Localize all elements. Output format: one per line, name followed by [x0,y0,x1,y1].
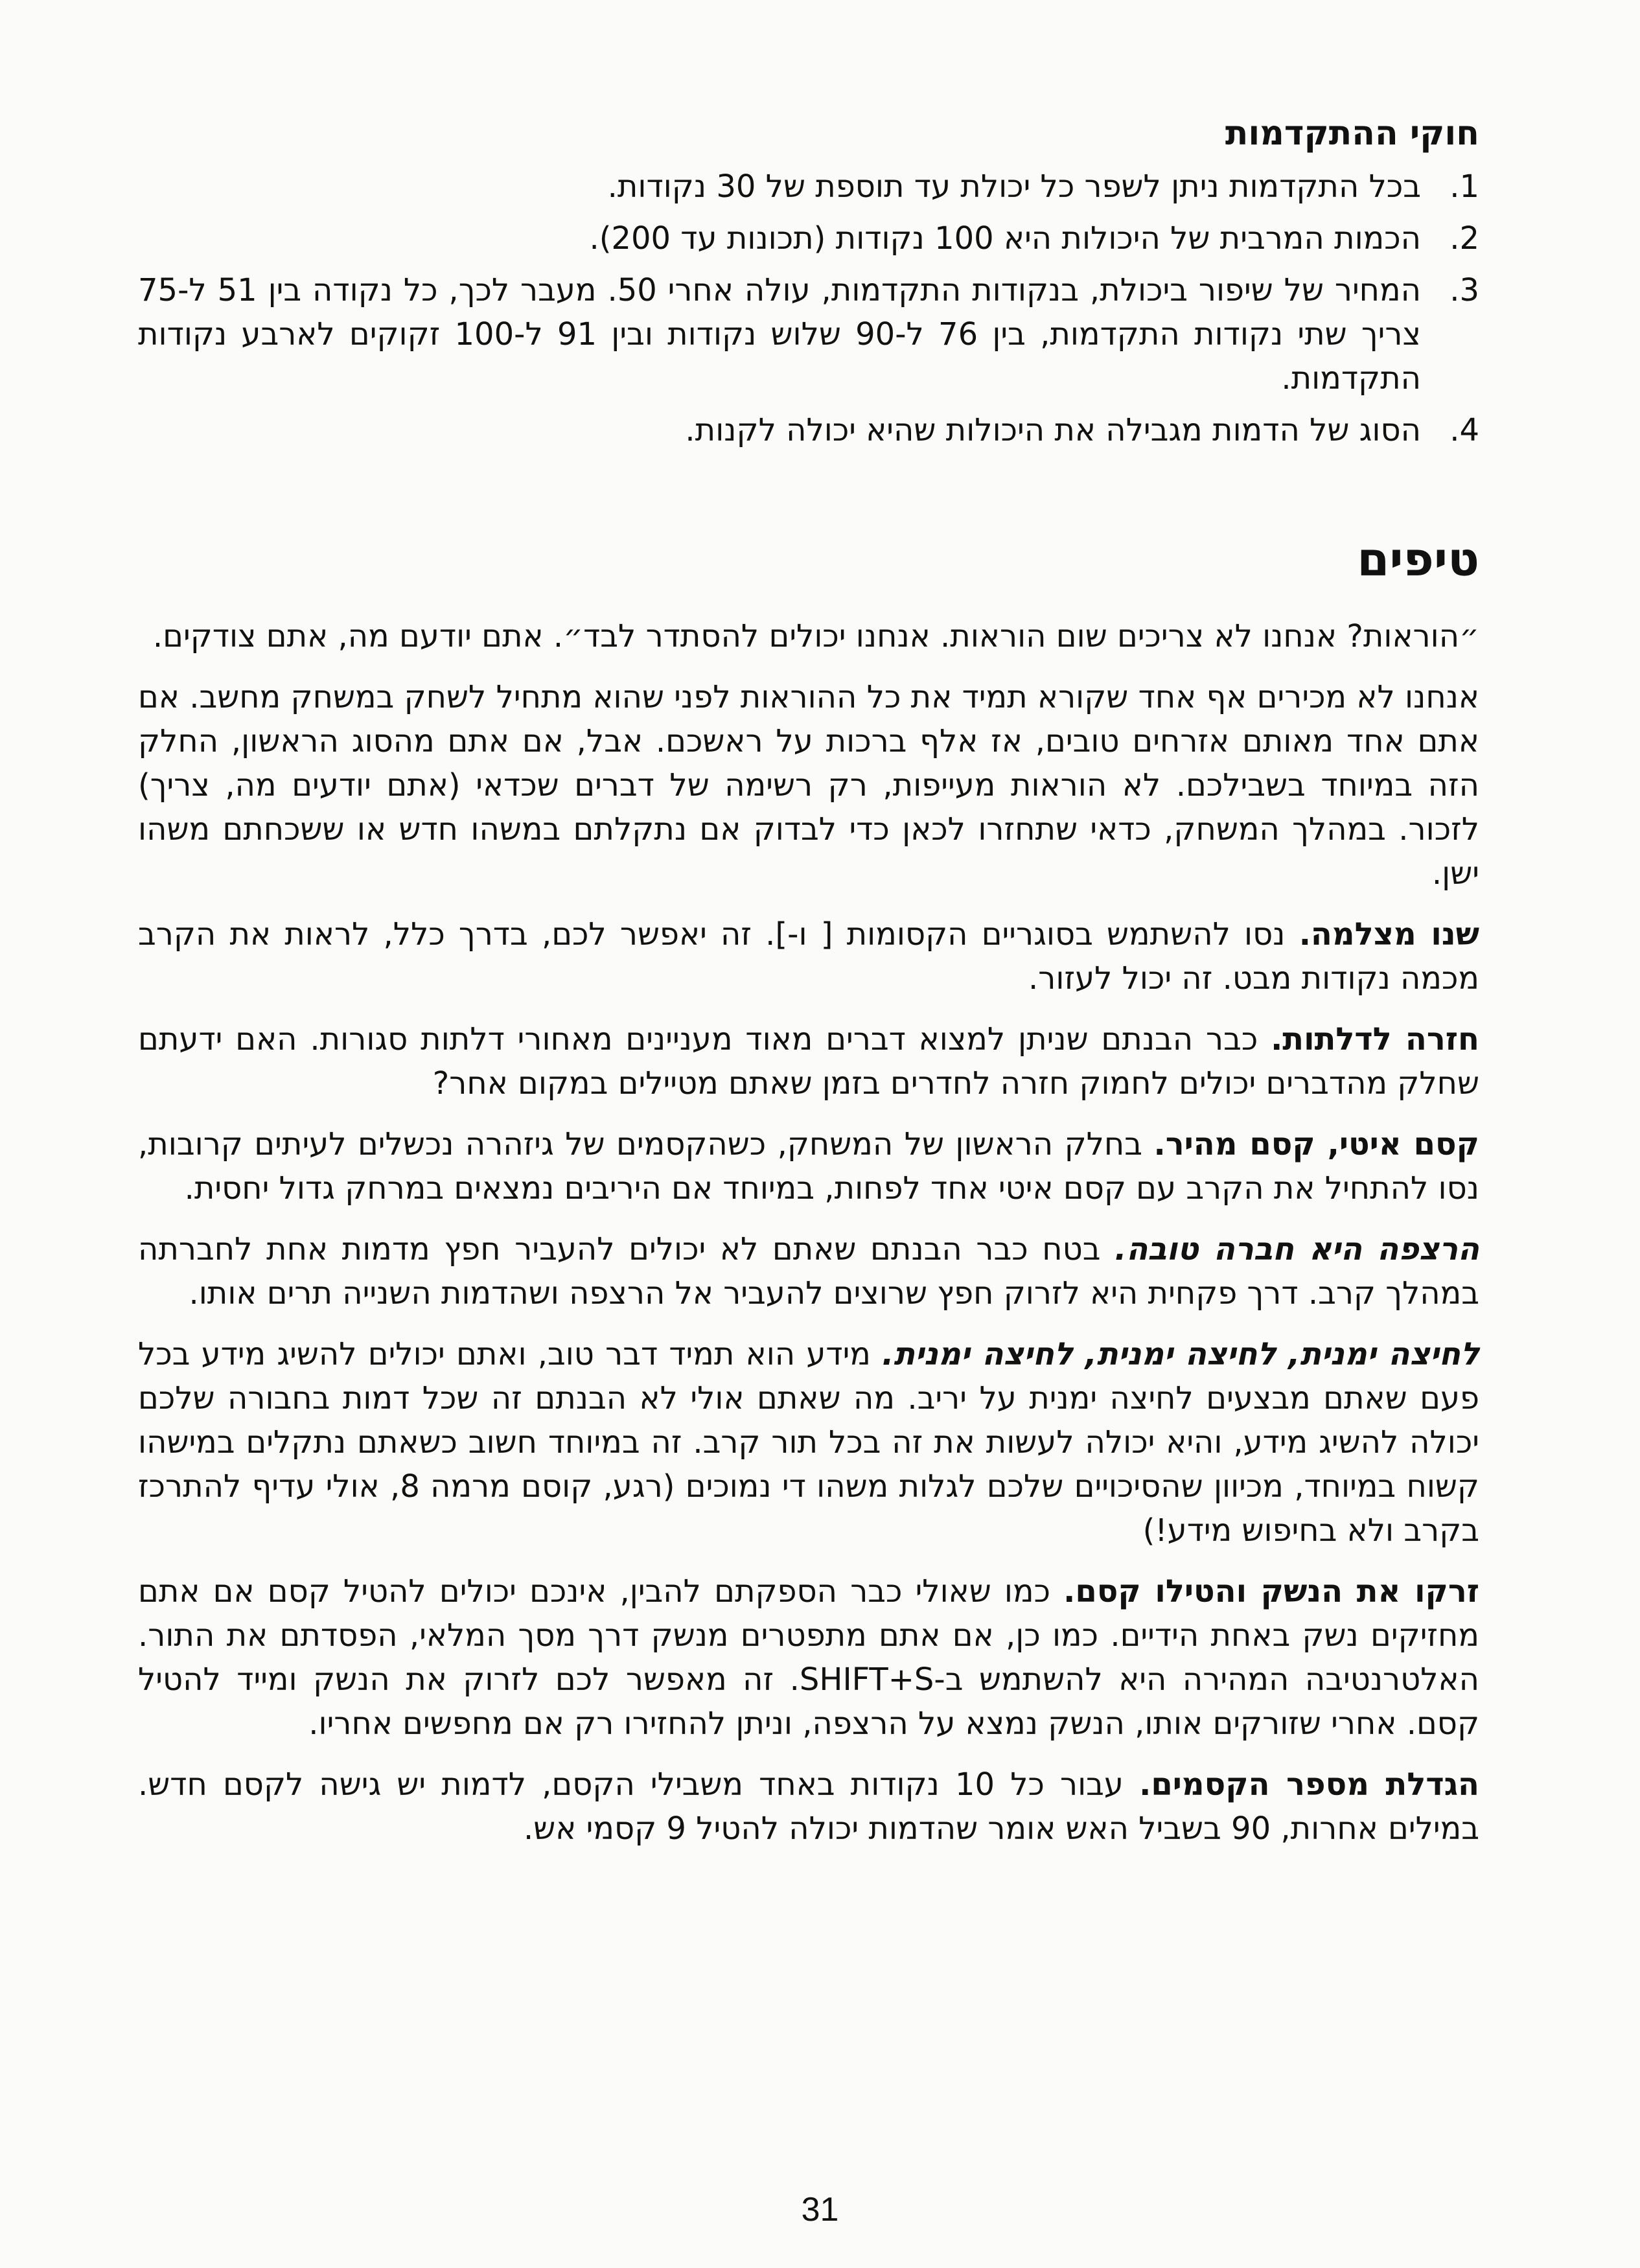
rule-text: בכל התקדמות ניתן לשפר כל יכולת עד תוספת של 30 נקודות. [607,168,1421,205]
tip-paragraph [138,1017,1479,1105]
tips-intro-paragraph: ״הוראות? אנחנו לא צריכים שום הוראות. אנחנו יכולים להסתדר לבד״. אתם יודעם מה, אתם צודקים. [152,618,1479,654]
tip-body: בחלק הראשון של המשחק, כשהקסמים של גיזהרה נכשלים לעיתים קרובות, נסו להתחיל את הקרב עם קסם איטי אחד לפחות, במיוחד אם היריבים נמצאים במרחק גדול יחסית. [138,1126,1479,1207]
page-number: 31 [801,2191,839,2228]
rule-number: 2. [1449,220,1479,257]
tip-body: עבור כל 10 נקודות באחד משבילי הקסם, לדמות יש גישה לקסם חדש. במילים אחרות, 90 בשביל האש אומר שהדמות יכולה להטיל 9 קסמי אש. [138,1766,1479,1847]
tip-paragraph [138,912,1479,1001]
rule-number: 3. [1449,272,1479,308]
tip-paragraph [138,1122,1479,1210]
rule-item [138,216,1479,260]
tip-heading: הגדלת מספר הקסמים. [1139,1766,1479,1803]
tip-heading: קסם איטי, קסם מהיר. [1153,1126,1480,1163]
tips-section-title: טיפים [1357,532,1479,586]
rules-list [138,165,1479,452]
rule-text: הכמות המרבית של היכולות היא 100 נקודות (תכונות עד 200). [589,220,1421,257]
tip-body: כמו שאולי כבר הספקתם להבין, אינכם יכולים להטיל קסם אם אתם מחזיקים נשק באחת הידיים. כמו כן, אם אתם מתפטרים מנשק דרך מסך המלאי, הפסדתם את התור. האלטרנטיבה המהירה היא להשתמש ב-SHIFT+S. זה מאפשר לכם לזרוק את הנשק ומייד להטיל קסם. אחרי שזורקים אותו, הנשק נמצא על הרצפה, וניתן להחזירו רק אם מחפשים אחריו. [138,1573,1480,1742]
tip-heading: זרקו את הנשק והטילו קסם. [1063,1573,1480,1610]
tip-paragraph [138,1332,1479,1553]
rule-number: 4. [1449,412,1479,448]
tip-paragraph [138,1763,1479,1851]
rule-item [138,165,1479,209]
tip-body: כבר הבנתם שניתן למצוא דברים מאוד מעניינים מאחורי דלתות סגורות. האם ידעתם שחלק מהדברים יכולים לחמוק חזרה לחדרים בזמן שאתם מטיילים במקום אחר? [138,1021,1479,1102]
rule-text: המחיר של שיפור ביכולת, בנקודות התקדמות, עולה אחרי 50. מעבר לכך, כל נקודה בין 51 ל-75 צריך שתי נקודות התקדמות, בין 76 ל-90 שלוש נקודות ובין 91 ל-100 זקוקים לארבע נקודות התקדמות. [138,272,1422,397]
tip-paragraph [138,1569,1479,1746]
rule-item [138,268,1479,400]
tip-paragraph [138,1227,1479,1315]
tip-body: נסו להשתמש בסוגריים הקסומות [ ו-]. זה יאפשר לכם, בדרך כלל, לראות את הקרב מכמה נקודות מבט. זה יכול לעזור. [138,916,1479,997]
tip-body: מידע הוא תמיד דבר טוב, ואתם יכולים להשיג מידע בכל פעם שאתם מבצעים לחיצה ימנית על יריב. מה שאתם אולי לא הבנתם זה שכל דמות בחבורה שלכם יכולה להשיג מידע, והיא יכולה לעשות את זה בכל תור קרב. זה במיוחד חשוב כשאתם נתקלים במישהו קשוח במיוחד, מכיוון שהסיכויים שלכם לגלות משהו די נמוכים (רגע, קוסם מרמה 8, אולי עדיף להתרכז בקרב ולא בחיפוש מידע!) [138,1336,1479,1549]
tip-heading: לחיצה ימנית, לחיצה ימנית, לחיצה ימנית. [882,1336,1479,1372]
rules-section-title: חוקי ההתקדמות [1225,114,1479,153]
tip-heading: הרצפה היא חברה טובה. [1115,1231,1479,1267]
page-content [138,110,1479,1868]
tip-heading: חזרה לדלתות. [1271,1021,1480,1058]
rule-text: הסוג של הדמות מגבילה את היכולות שהיא יכולה לקנות. [685,412,1421,448]
rule-item [138,408,1479,452]
tips-intro-paragraph: אנחנו לא מכירים אף אחד שקורא תמיד את כל ההוראות לפני שהוא מתחיל לשחק במשחק מחשב. אם אתם אחד מאותם אזרחים טובים, אז אלף ברכות על ראשכם. אבל, אם אתם מהסוג הראשון, החלק הזה במיוחד בשבילכם. לא הוראות מעייפות, רק רשימה של דברים שכדאי (אתם יודעים מה, צריך) לזכור. במהלך המשחק, כדאי שתחזרו לכאן כדי לבדוק אם נתקלתם במשהו חדש או ששכחתם משהו ישן. [138,679,1479,892]
rule-number: 1. [1449,168,1479,205]
tip-body: בטח כבר הבנתם שאתם לא יכולים להעביר חפץ מדמות אחת לחברתה במהלך קרב. דרך פקחית היא לזרוק חפץ שרוצים להעביר אל הרצפה ושהדמות השנייה תרים אותו. [138,1231,1479,1312]
tip-heading: שנו מצלמה. [1299,916,1480,953]
